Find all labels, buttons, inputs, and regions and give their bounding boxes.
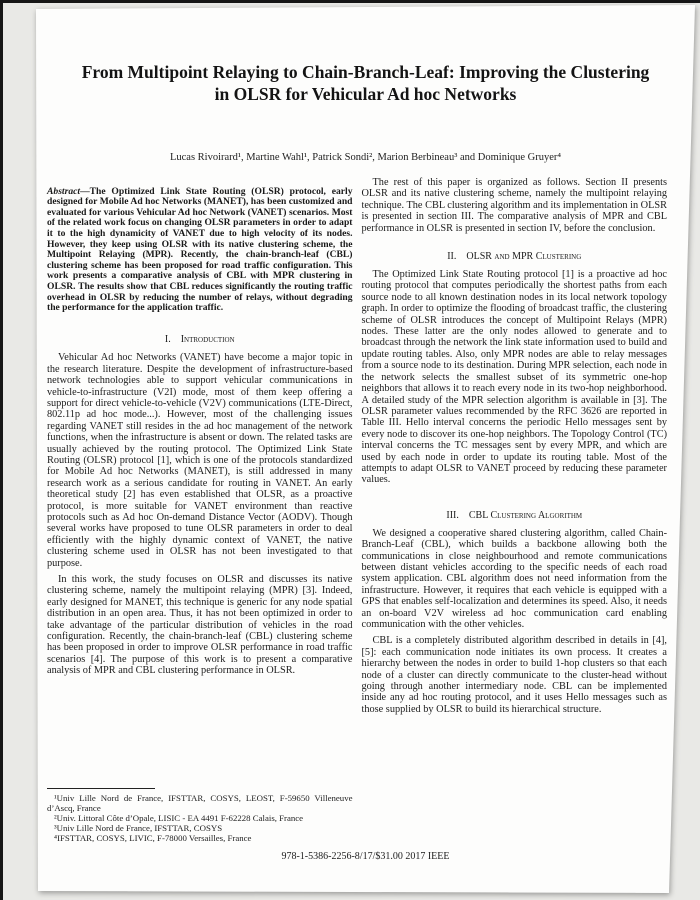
paper-title: From Multipoint Relaying to Chain-Branch-Leaf: Improving the Clustering in OLSR for Vehicular Ad hoc Networks	[81, 62, 650, 104]
footnote-affiliation-1: ¹Univ Lille Nord de France, IFSTTAR, COSYS, LEOST, F-59650 Villeneuve d’Ascq, France	[47, 793, 353, 813]
cbl-paragraph-1: We designed a cooperative shared clustering algorithm, called Chain-Branch-Leaf (CBL), which builds a backbone allowing both the communications in close neighbourhood and remote communications between distant vehicles according to the specific needs of each road system application. CBL algorithm does not need information from the infrastructure. However, it requires that each vehicle is equipped with a GPS that enables self-localization and determines its speed. Also, it needs an on-board V2V wireless ad hoc communication card enabling communication with the other vehicles.	[361, 527, 667, 630]
footnote-block	[47, 785, 353, 843]
olsr-mpr-paragraph: The Optimized Link State Routing protocol [1] is a proactive ad hoc routing protocol that computes periodically the shortest paths from each source node to all known destination nodes in its local network topology graph. In order to optimize the flooding of broadcast traffic, the clustering scheme of OLSR introduces the concept of Multipoint Relays (MPR) nodes. These latter are the only nodes allowed to generate and to broadcast through the network the link state information used to build and update routing tables. Also, only MPR nodes are able to relay messages from a source node to its destination. During MPR selection, each node in the network selects the smallest subset of its symmetric one-hop neighbors that allows it to reach every node in its two-hop neighborhood. A detailed study of the MPR selection algorithm is available in [3]. The OLSR parameter values recommended by the RFC 3626 are reported in Table III. Hello interval concerns the periodic Hello messages sent by every node to discover its one-hop neighbors. The Topology Control (TC) interval concerns the TC messages sent by every MPR, and which are used by each node in order to update its routing table. Most of the attempts to adapt OLSR to VANET proceed by reducing these parameter values.	[361, 269, 667, 486]
two-column-body	[47, 177, 667, 843]
footnote-affiliation-2: ²Univ. Littoral Côte d’Opale, LISIC - EA 4491 F-62228 Calais, France	[54, 813, 304, 823]
section-heading-cbl	[362, 510, 668, 521]
intro-paragraph-2: In this work, the study focuses on OLSR and discusses its native clustering scheme, namely the multipoint relaying (MPR) [3]. Indeed, early designed for MANET, this technique is generic for any node spatial distribution in an open area. Thus, it has not been optimized in order to take advantage of the particular distribution of vehicles in the road configuration. Recently, the chain-branch-leaf (CBL) clustering scheme has been proposed in order to improve OLSR performance in road traffic scenarios [4]. The purpose of this work is to present a comparative analysis of MPR and CBL clustering performance in OLSR.	[47, 574, 353, 677]
page-content	[36, 5, 695, 893]
copyright-footer: 978-1-5386-2256-8/17/$31.00 2017 IEEE	[281, 851, 450, 862]
organization-paragraph: The rest of this paper is organized as follows. Section II presents OLSR and its native clustering scheme, namely the multipoint relaying technique. The CBL clustering algorithm and its implementation in OLSR is presented in section III. The comparative analysis of MPR and CBL performance in OLSR is presented in section IV, before the conclusion.	[361, 177, 667, 234]
left-column	[47, 177, 353, 843]
cbl-paragraph-2: CBL is a completely distributed algorithm described in details in [4], [5]: each communication node initiates its own process. It creates a hierarchy between the nodes in order to build 1-hop clusters so that each node of a cluster can directly communicate to the cluster-head without going through another intermediary node. CBL can be implemented inside any ad hoc routing protocol, and it uses Hello messages such as those supplied by OLSR to build its hierarchical structure.	[361, 635, 667, 715]
authors-line: Lucas Rivoirard¹, Martine Wahl¹, Patrick Sondi², Marion Berbineau³ and Dominique Gruyer⁴	[169, 152, 562, 163]
footnote-divider	[47, 788, 155, 789]
intro-paragraph-1: Vehicular Ad hoc Networks (VANET) have become a major topic in the research literature. Despite the development of infrastructure-based network technologies able to support vehicular communications in vehicle-to-infrastructure (V2I) mode, most of them keep offering a support for direct vehicle-to-vehicle (V2V) communications (LTE-Direct, 802.11p ad hoc mode...). However, most of the challenging issues regarding VANET still resides in the ad hoc management of the network functions, when the infrastructure is absent or down. The related tasks are usually achieved by the routing protocol. The Optimized Link State Routing (OLSR) protocol [1], which is one of the protocols standardized for Mobile Ad hoc Networks (MANET), is still addressed in many research work as a serious candidate for routing in VANET. An early theoretical study [2] has even established that OLSR, as a proactive protocol, is more suitable for VANET environment than reactive protocols such as Ad hoc On-demand Distance Vector (AODV). Though several works have proposed to tune OLSR parameters in order to deal efficiently with the highly dynamic context of VANET, the native clustering scheme used in OLSR has not been investigated to that purpose.	[47, 352, 353, 569]
section-title: OLSR and MPR Clustering	[466, 251, 582, 263]
section-title: CBL Clustering Algorithm	[468, 509, 583, 521]
section-title: Introduction	[180, 334, 235, 346]
abstract-label: Abstract	[47, 185, 81, 197]
section-heading-olsr-mpr	[362, 251, 668, 262]
footnote-affiliation-3: ³Univ Lille Nord de France, IFSTTAR, COSYS	[54, 823, 223, 833]
scan-edge-top	[0, 0, 700, 3]
section-number: II.	[447, 251, 457, 263]
footnote-affiliation-4: ⁴IFSTTAR, COSYS, LIVIC, F-78000 Versailles, France	[54, 833, 252, 843]
abstract-text: —The Optimized Link State Routing (OLSR) protocol, early designed for Mobile Ad hoc Networks (MANET), has been customized and evaluated for various Vehicular Ad hoc Network (VANET) scenarios. Most of the related work focus on changing OLSR parameters in order to adapt it to the high dynamicity of VANET due to high velocity of its nodes. However, they keep using OLSR with its native clustering scheme, the Multipoint Relaying (MPR). Recently, the chain-branch-leaf (CBL) clustering scheme has been proposed for road traffic configuration. This work presents a comparative analysis of CBL with MPR clustering in OLSR. The results show that CBL reduces significantly the routing traffic overhead in OLSR by reducing the number of relays, without degrading the performance for the application traffic.	[47, 185, 353, 314]
scan-edge-left	[0, 0, 3, 900]
section-number: III.	[446, 509, 459, 521]
section-number: I.	[164, 334, 171, 346]
section-heading-introduction	[47, 334, 353, 345]
right-column	[362, 177, 668, 843]
abstract	[47, 187, 353, 314]
